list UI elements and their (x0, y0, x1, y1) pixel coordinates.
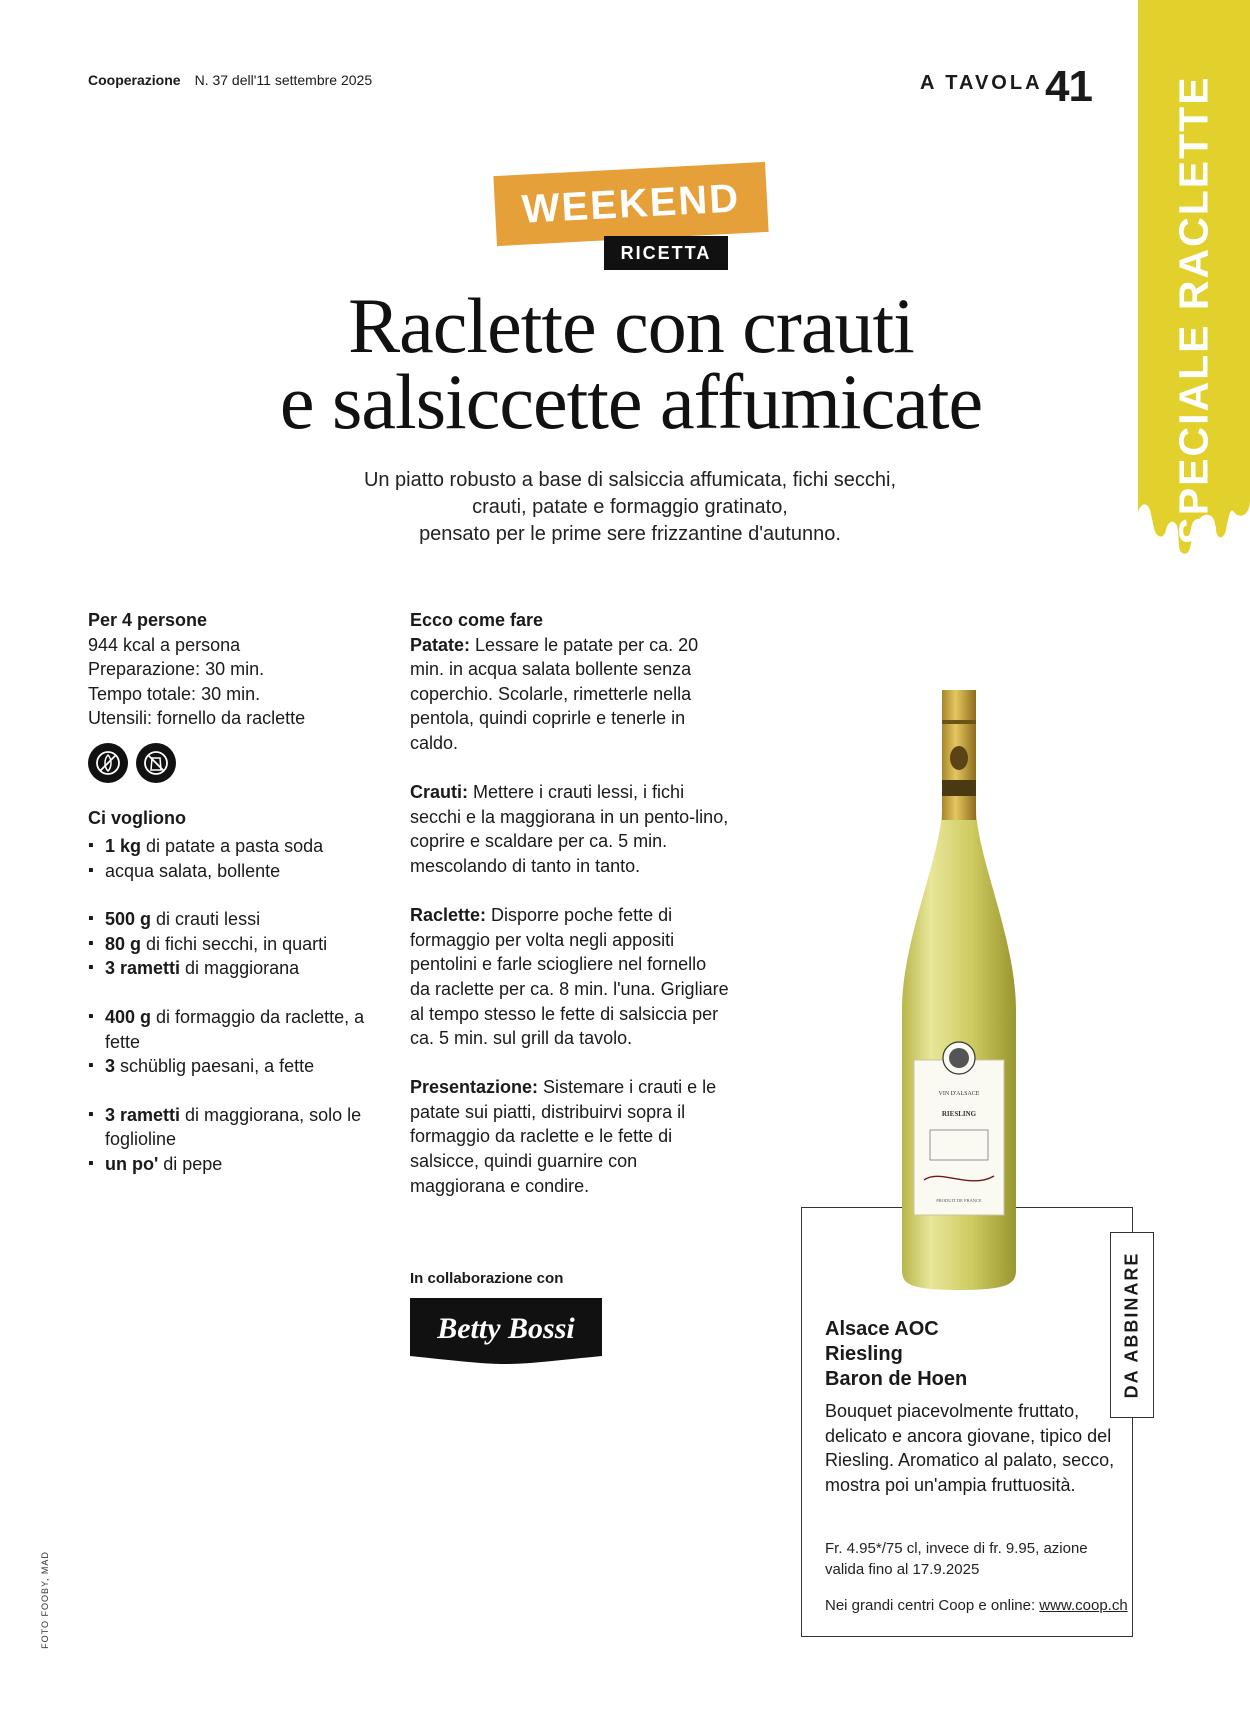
tools: Utensili: fornello da raclette (88, 708, 306, 729)
section-title: A TAVOLA (920, 72, 1043, 94)
method-step: Presentazione: Sistemare i crauti e le patate sui piatti, distribuirvi sopra il formaggio da raclette e le fette di salsicce, quindi guarnire con maggiorana e condire. (410, 1077, 717, 1196)
method (410, 608, 730, 1223)
recipe-intro (250, 467, 1010, 548)
method-step: Raclette: Disporre poche fette di formaggio per volta negli appositi pentolini e farle sciogliere nel fornello da raclette per ca. 8 min. l'una. Grigliare al tempo stesso le fette di salsiccia per ca. 5 min. sul grill da tavolo. (410, 905, 729, 1049)
ingredient-item: ▪ 3 rametti di maggiorana, solo le foglioline (88, 1103, 378, 1152)
svg-text:PRODUIT DE FRANCE: PRODUIT DE FRANCE (936, 1198, 982, 1203)
betty-bossi-logo (410, 1298, 602, 1364)
weekend-badge: WEEKEND (493, 162, 768, 246)
lactose-free-icon (136, 743, 176, 783)
wine-appellation: Alsace AOC (825, 1318, 939, 1340)
issue-date: N. 37 dell'11 settembre 2025 (194, 72, 373, 88)
coop-link[interactable]: www.coop.ch (1039, 1597, 1128, 1614)
publication-header (88, 72, 372, 88)
recipe-title-line1: Raclette con crauti (348, 282, 914, 369)
diet-icons (88, 743, 176, 783)
photo-credit: FOTO FOOBY, MAD (40, 1551, 50, 1649)
svg-text:VIN D'ALSACE: VIN D'ALSACE (938, 1091, 980, 1097)
servings: Per 4 persone (88, 610, 208, 630)
total-time: Tempo totale: 30 min. (88, 683, 261, 704)
wine-name (825, 1317, 1025, 1392)
publication-name: Cooperazione (88, 72, 181, 88)
method-step: Patate: Lessare le patate per ca. 20 min. in acqua salata bollente senza coperchio. Scolarle, rimetterle nella pentola, quindi coprirle e tenerle in caldo. (410, 634, 699, 753)
svg-text:Betty Bossi: Betty Bossi (437, 1312, 575, 1345)
recipe-title-line2: e salsiccette affumicate (279, 358, 983, 445)
ingredient-item: ▪ 3 rametti di maggiorana (88, 956, 378, 981)
intro-line: pensato per le prime sere frizzantine d'autunno. (419, 523, 841, 545)
page-number: 41 (1045, 62, 1092, 111)
intro-line: Un piatto robusto a base di salsiccia affumicata, fichi secchi, (363, 469, 897, 491)
collaboration-label: In collaborazione con (410, 1270, 564, 1287)
wine-availability (825, 1595, 1128, 1616)
wine-producer: Baron de Hoen (825, 1368, 968, 1390)
ricetta-badge: RICETTA (604, 236, 728, 270)
method-title: Ecco come fare (410, 610, 544, 630)
ingredient-item: ▪ 400 g di formaggio da raclette, a fette (88, 1005, 378, 1054)
ingredient-item: ▪ acqua salata, bollente (88, 859, 378, 884)
ingredient-item: ▪ 1 kg di patate a pasta soda (88, 834, 378, 859)
intro-line: crauti, patate e formaggio gratinato, (472, 496, 788, 518)
banner-text: SPECIALE RACLETTE (1170, 75, 1217, 545)
wine-bottle-image (900, 690, 1018, 1290)
ingredients-list (88, 834, 378, 1177)
wine-description: Bouquet piacevolmente fruttato, delicato e ancora giovane, tipico del Riesling. Aromatico al palato, secco, mostra poi un'ampia fruttuosità. (825, 1401, 1115, 1495)
availability-text: Nei grandi centri Coop e online: (825, 1597, 1040, 1614)
ingredients-title: Ci vogliono (88, 808, 186, 828)
svg-text:RIESLING: RIESLING (941, 1110, 977, 1118)
recipe-title (0, 282, 1250, 445)
calories: 944 kcal a persona (88, 634, 241, 655)
method-step: Crauti: Mettere i crauti lessi, i fichi secchi e la maggiorana in un pento-lino, coprire e scaldare per ca. 5 min. mescolando di tanto in tanto. (410, 782, 729, 876)
ingredient-item: ▪ un po' di pepe (88, 1152, 378, 1177)
da-abbinare-label: DA ABBINARE (1121, 1251, 1142, 1399)
recipe-info (88, 608, 378, 731)
wine-price: Fr. 4.95*/75 cl, invece di fr. 9.95, azione valida fino al 17.9.2025 (825, 1540, 1088, 1578)
ingredient-item: ▪ 80 g di fichi secchi, in quarti (88, 932, 378, 957)
ingredient-item: ▪ 500 g di crauti lessi (88, 907, 378, 932)
gluten-free-icon (88, 743, 128, 783)
wine-variety: Riesling (825, 1343, 903, 1365)
prep-time: Preparazione: 30 min. (88, 659, 265, 680)
ingredient-item: ▪ 3 schüblig paesani, a fette (88, 1054, 378, 1079)
